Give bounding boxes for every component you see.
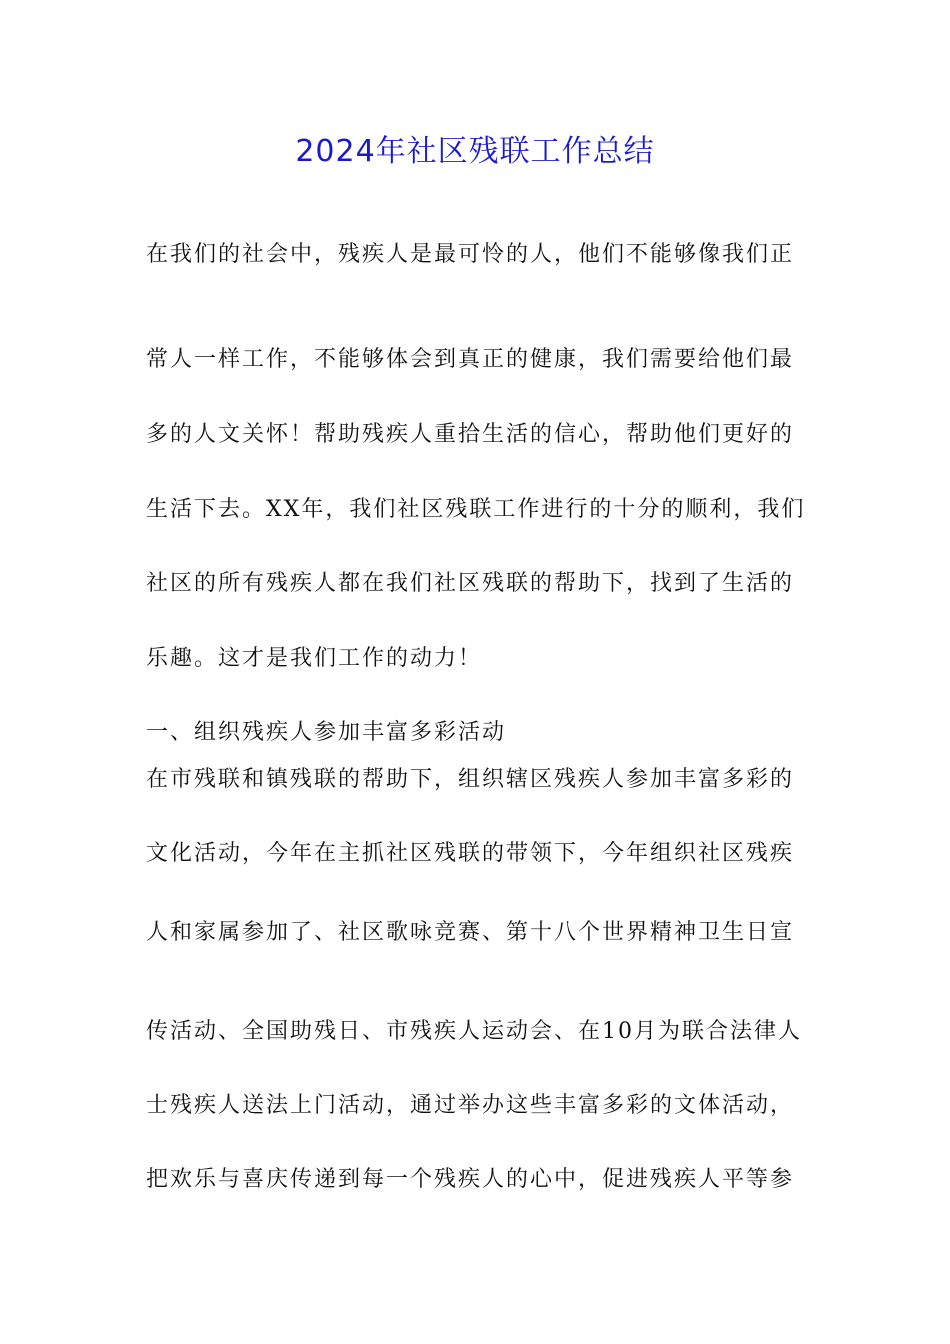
body-line-3: 多的人文关怀！帮助残疾人重拾生活的信心，帮助他们更好的 <box>146 422 795 447</box>
body-line-10: 人和家属参加了、社区歌咏竞赛、第十八个世界精神卫生日宣 <box>146 920 795 945</box>
body-line-2: 常人一样工作，不能够体会到真正的健康，我们需要给他们最 <box>146 347 795 372</box>
body-line-8: 在市残联和镇残联的帮助下，组织辖区残疾人参加丰富多彩的 <box>146 767 795 792</box>
body-line-13: 把欢乐与喜庆传递到每一个残疾人的心中，促进残疾人平等参 <box>146 1167 795 1192</box>
body-line-12: 士残疾人送法上门活动，通过举办这些丰富多彩的文体活动， <box>146 1093 795 1118</box>
section-heading-1: 一、组织残疾人参加丰富多彩活动 <box>146 720 507 745</box>
body-line-11: 传活动、全国助残日、市残疾人运动会、在10月为联合法律人 <box>146 1019 802 1044</box>
body-line-5: 社区的所有残疾人都在我们社区残联的帮助下，找到了生活的 <box>146 571 795 596</box>
body-line-6: 乐趣。这才是我们工作的动力！ <box>146 646 483 671</box>
body-line-4: 生活下去。XX年，我们社区残联工作进行的十分的顺利，我们 <box>146 497 806 522</box>
body-line-1: 在我们的社会中，残疾人是最可怜的人，他们不能够像我们正 <box>146 242 795 267</box>
body-line-9: 文化活动，今年在主抓社区残联的带领下，今年组织社区残疾 <box>146 841 795 866</box>
document-title: 2024年社区残联工作总结 <box>295 134 655 169</box>
